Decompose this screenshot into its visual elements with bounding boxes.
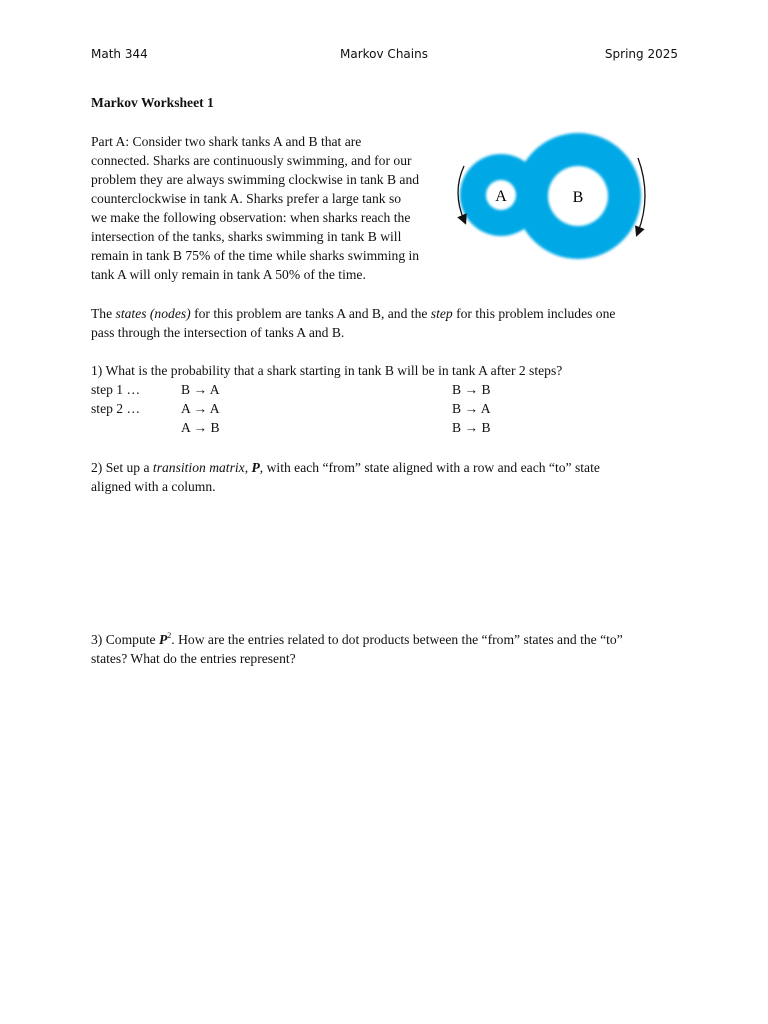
part-a-line: problem they are always swimming clockwise in tank B and	[91, 172, 420, 187]
step-2-label: step 2 …	[91, 401, 141, 416]
step-transitions	[91, 380, 691, 440]
exponent: 2	[167, 631, 172, 640]
states-text: pass through the intersection of tanks A and B.	[91, 325, 345, 340]
question-2-text: 2) Set up a	[91, 460, 153, 475]
question-3-text: 3) Compute	[91, 632, 159, 647]
question-1	[91, 361, 562, 380]
question-2-text: ,	[244, 460, 252, 475]
transition: B → A	[452, 401, 491, 416]
step-term: step	[430, 306, 453, 321]
part-a-line: remain in tank B 75% of the time while sharks swimming in	[91, 248, 420, 263]
question-2-text: , with each “from” state aligned with a row and each “to” state	[259, 460, 600, 475]
transition: B → A	[181, 382, 220, 397]
states-paragraph	[91, 304, 681, 342]
question-2-text: aligned with a column.	[91, 479, 216, 494]
part-a-line: intersection of the tanks, sharks swimming in tank B will	[91, 229, 402, 244]
part-a-line: connected. Sharks are continuously swimming, and for our	[91, 153, 412, 168]
topic-header: Markov Chains	[340, 47, 428, 61]
states-text: for this problem includes one	[452, 306, 616, 321]
tank-a-label: A	[495, 188, 507, 205]
matrix-symbol: P	[158, 632, 168, 647]
course-header: Math 344	[91, 47, 148, 61]
part-a-line: we make the following observation: when sharks reach the	[91, 210, 411, 225]
states-text: for this problem are tanks A and B, and the	[190, 306, 431, 321]
transition: B → B	[452, 382, 491, 397]
part-a-line: tank A will only remain in tank A 50% of the time.	[91, 267, 366, 282]
question-1-text: 1) What is the probability that a shark starting in tank B will be in tank A after 2 steps?	[91, 363, 563, 378]
matrix-symbol: P	[251, 460, 260, 475]
transition: A → B	[181, 420, 220, 435]
worksheet-title: Markov Worksheet 1	[91, 95, 214, 110]
question-3-text: states? What do the entries represent?	[91, 651, 296, 666]
transition: B → B	[452, 420, 491, 435]
tank-b-label: B	[572, 189, 584, 206]
transition: A → A	[181, 401, 220, 416]
shark-tanks-diagram	[448, 124, 658, 264]
transition-matrix-term: transition matrix	[152, 460, 245, 475]
states-text: The	[91, 306, 116, 321]
question-3-text: . How are the entries related to dot products between the “from” states and the “to”	[171, 632, 623, 647]
question-3	[91, 630, 623, 668]
states-term: states (nodes)	[115, 306, 191, 321]
term-header: Spring 2025	[604, 47, 678, 61]
part-a-paragraph	[91, 132, 451, 284]
part-a-line: Part A: Consider two shark tanks A and B that are	[91, 134, 362, 149]
question-2	[91, 458, 600, 496]
part-a-line: counterclockwise in tank A. Sharks prefer a large tank so	[91, 191, 402, 206]
step-1-label: step 1 …	[91, 382, 141, 397]
